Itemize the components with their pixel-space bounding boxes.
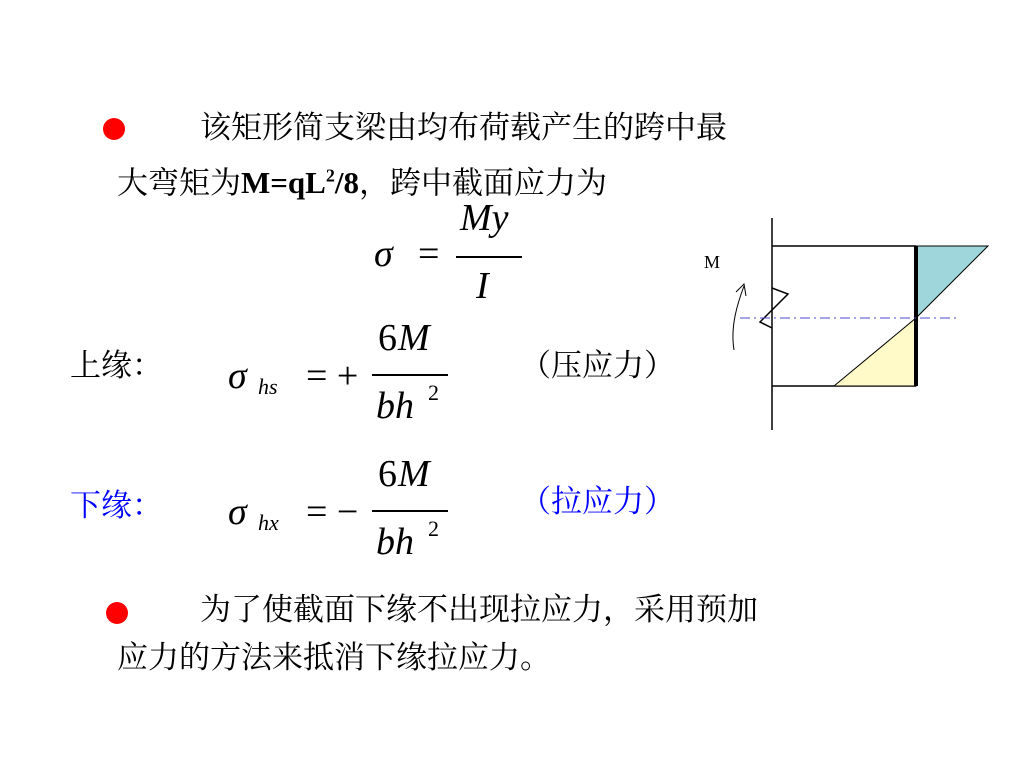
upper-sigma: σ — [228, 355, 247, 397]
compression-zone — [916, 246, 988, 318]
paragraph-2-line-1: 为了使截面下缘不出现拉应力，采用预加 — [200, 592, 758, 628]
upper-fraction-bar — [372, 374, 448, 376]
upper-sign: = + — [306, 355, 359, 397]
paragraph-1-line-2 — [117, 156, 607, 203]
lower-equation — [228, 452, 468, 572]
paragraph-1-line-1: 该矩形简支梁由均布荷载产生的跨中最 — [200, 110, 727, 146]
bullet-dot-2 — [106, 602, 128, 624]
upper-num-coef: 6 — [378, 317, 397, 359]
moment-formula: $M=qL^2/8$ — [241, 165, 359, 201]
paragraph-1-suffix: ，跨中截面应力为 — [358, 165, 607, 202]
section-break-mark — [760, 288, 788, 328]
upper-den-var: bh — [376, 385, 414, 427]
lower-den-exp: 2 — [428, 516, 439, 541]
upper-subscript: hs — [258, 374, 278, 399]
upper-equation — [228, 316, 468, 436]
fraction-denominator: I — [476, 265, 489, 307]
lower-num-coef: 6 — [378, 453, 397, 495]
upper-stress-note: （压应力） — [520, 348, 675, 384]
lower-fraction-bar — [372, 510, 448, 512]
bullet-dot-1 — [103, 118, 125, 140]
upper-edge-label: 上缘： — [70, 348, 163, 384]
fraction-bar — [456, 256, 522, 258]
lower-sign: = − — [306, 491, 359, 533]
moment-label: M — [704, 252, 721, 272]
paragraph-2-line-2: 应力的方法来抵消下缘拉应力。 — [117, 640, 551, 676]
lower-stress-note: （拉应力） — [520, 484, 675, 520]
tension-zone — [834, 318, 916, 386]
lower-sigma: σ — [228, 491, 247, 533]
lower-num-var: M — [398, 453, 430, 495]
lower-den-var: bh — [376, 521, 414, 563]
equals-sign: = — [418, 233, 440, 275]
fraction-numerator: My — [460, 197, 509, 239]
main-equation — [372, 197, 542, 310]
stress-distribution-diagram — [700, 210, 1000, 440]
paragraph-1-prefix: 大弯矩为 — [117, 165, 241, 202]
lower-subscript: hx — [258, 510, 279, 535]
sigma-symbol: σ — [374, 233, 393, 275]
upper-den-exp: 2 — [428, 380, 439, 405]
upper-num-var: M — [398, 317, 430, 359]
lower-edge-label: 下缘： — [70, 488, 163, 524]
